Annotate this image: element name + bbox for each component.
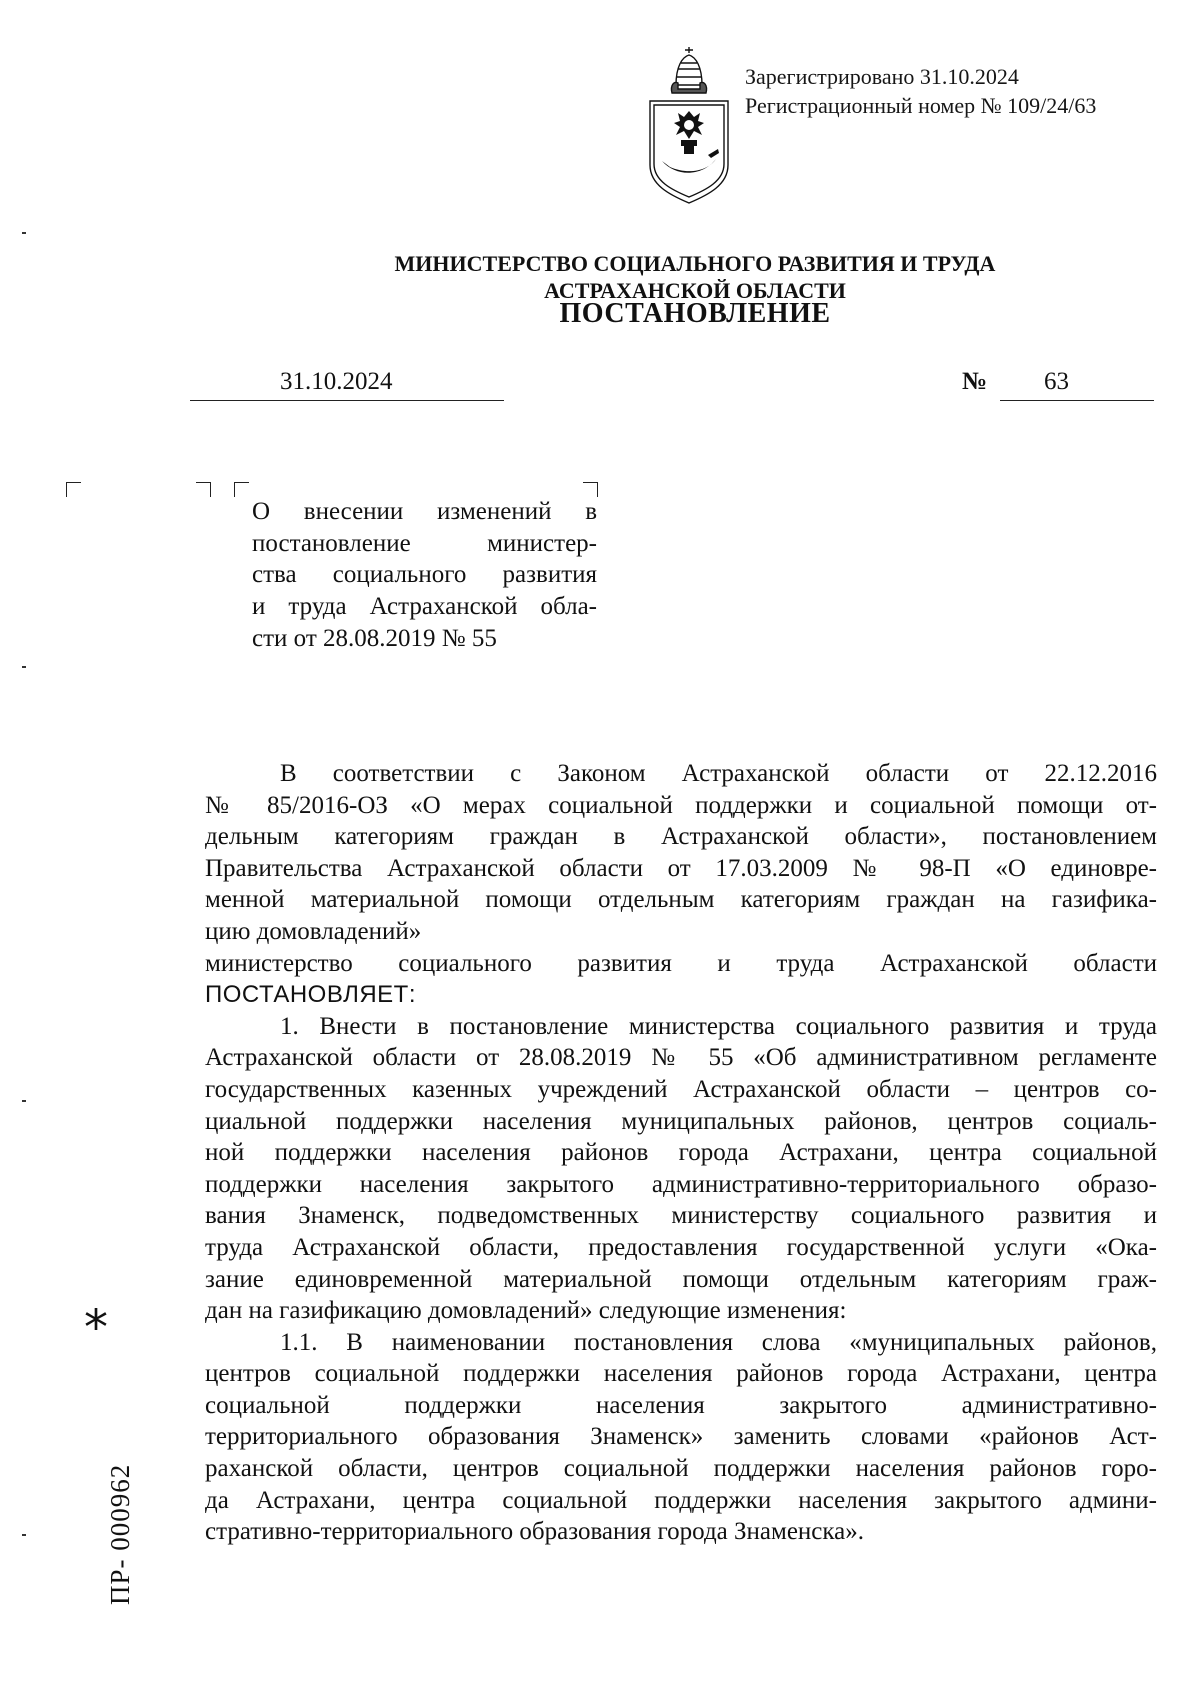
- margin-document-code: ПР- 000962: [105, 1463, 135, 1605]
- body-line: дан на газификацию домовладений» следующие изменения:: [205, 1297, 847, 1325]
- body-line: зание единовременной материальной помощи отдельным категориям граж-: [205, 1265, 1157, 1293]
- body-line: труда Астраханской области, предоставления государственной услуги «Ока-: [205, 1233, 1157, 1261]
- corner-mark-left: [66, 482, 81, 497]
- document-number: 63: [1044, 368, 1069, 395]
- subject-line: и труда Астраханской обла-: [252, 593, 597, 621]
- corner-mark-subject-tr: [196, 482, 211, 497]
- coat-of-arms-emblem: [648, 45, 730, 205]
- body-line: ной поддержки населения районов города Астрахани, центра социальной: [205, 1139, 1157, 1167]
- registration-stamp: [745, 62, 1096, 120]
- number-sign: №: [962, 368, 988, 395]
- body-line: территориального образования Знаменск» заменить словами «районов Аст-: [205, 1423, 1157, 1451]
- margin-tick: [22, 1534, 26, 1536]
- body-line: Правительства Астраханской области от 17.03.2009 № 98-П «О единовре-: [205, 854, 1157, 882]
- registration-number: Регистрационный номер № 109/24/63: [745, 93, 1097, 118]
- subject-line: О внесении изменений в: [252, 498, 597, 525]
- margin-asterisk: *: [84, 1300, 108, 1356]
- body-line: В соответствии с Законом Астраханской области от 22.12.2016: [280, 760, 1157, 787]
- body-line: центров социальной поддержки населения районов города Астрахани, центра: [205, 1360, 1157, 1388]
- body-line: Астраханской области от 28.08.2019 № 55 «Об административном регламенте: [205, 1044, 1157, 1072]
- subject-line: сти от 28.08.2019 № 55: [252, 624, 497, 652]
- ministry-heading: [0, 250, 1200, 304]
- subject-line: постановление министер-: [252, 529, 597, 557]
- body-line: 1.1. В наименовании постановления слова «муниципальных районов,: [280, 1328, 1157, 1356]
- body-line: циальной поддержки населения муниципальных районов, центров социаль-: [205, 1107, 1157, 1135]
- body-line: менной материальной помощи отдельным категориям граждан на газифика-: [205, 886, 1157, 914]
- body-line: стративно-территориального образования города Знаменска».: [205, 1518, 865, 1546]
- body-line: цию домовладений»: [205, 917, 422, 945]
- subject-line: ства социального развития: [252, 561, 597, 589]
- body-line: поддержки населения закрытого административно-территориального образо-: [205, 1170, 1157, 1198]
- margin-tick: [22, 666, 26, 668]
- body-line: да Астрахани, центра социальной поддержки населения закрытого админи-: [205, 1486, 1157, 1514]
- body-line: вания Знаменск, подведомственных министерству социального развития и: [205, 1202, 1157, 1230]
- ministry-name-line-2: АСТРАХАНСКОЙ ОБЛАСТИ: [544, 278, 846, 303]
- document-date-field: [190, 368, 504, 401]
- document-type-title: ПОСТАНОВЛЕНИЕ: [559, 298, 831, 329]
- body-line: раханской области, центров социальной поддержки населения районов горо-: [205, 1455, 1157, 1483]
- margin-tick: [22, 1100, 26, 1102]
- body-line: социальной поддержки населения закрытого административно-: [205, 1391, 1157, 1419]
- document-date: 31.10.2024: [280, 368, 393, 395]
- document-body: [205, 758, 1157, 1548]
- body-line: дельным категориям граждан в Астраханской области», постановлением: [205, 823, 1157, 851]
- ministry-name-line-1: МИНИСТЕРСТВО СОЦИАЛЬНОГО РАЗВИТИЯ И ТРУДА: [394, 251, 996, 276]
- body-line: государственных казенных учреждений Астраханской области – центров со-: [205, 1075, 1157, 1103]
- corner-mark-subject-end: [583, 482, 598, 497]
- margin-tick: [22, 232, 26, 234]
- body-line: министерство социального развития и труда Астраханской области: [205, 949, 1157, 977]
- registration-date: Зарегистрировано 31.10.2024: [745, 64, 1019, 89]
- document-subject: [252, 496, 597, 655]
- decree-word: ПОСТАНОВЛЯЕТ:: [205, 981, 416, 1009]
- body-line: 1. Внести в постановление министерства социального развития и труда: [280, 1012, 1157, 1040]
- corner-mark-subject-tl: [234, 482, 249, 497]
- body-line: № 85/2016-ОЗ «О мерах социальной поддержки и социальной помощи от-: [205, 791, 1157, 819]
- document-number-field: [1000, 368, 1154, 401]
